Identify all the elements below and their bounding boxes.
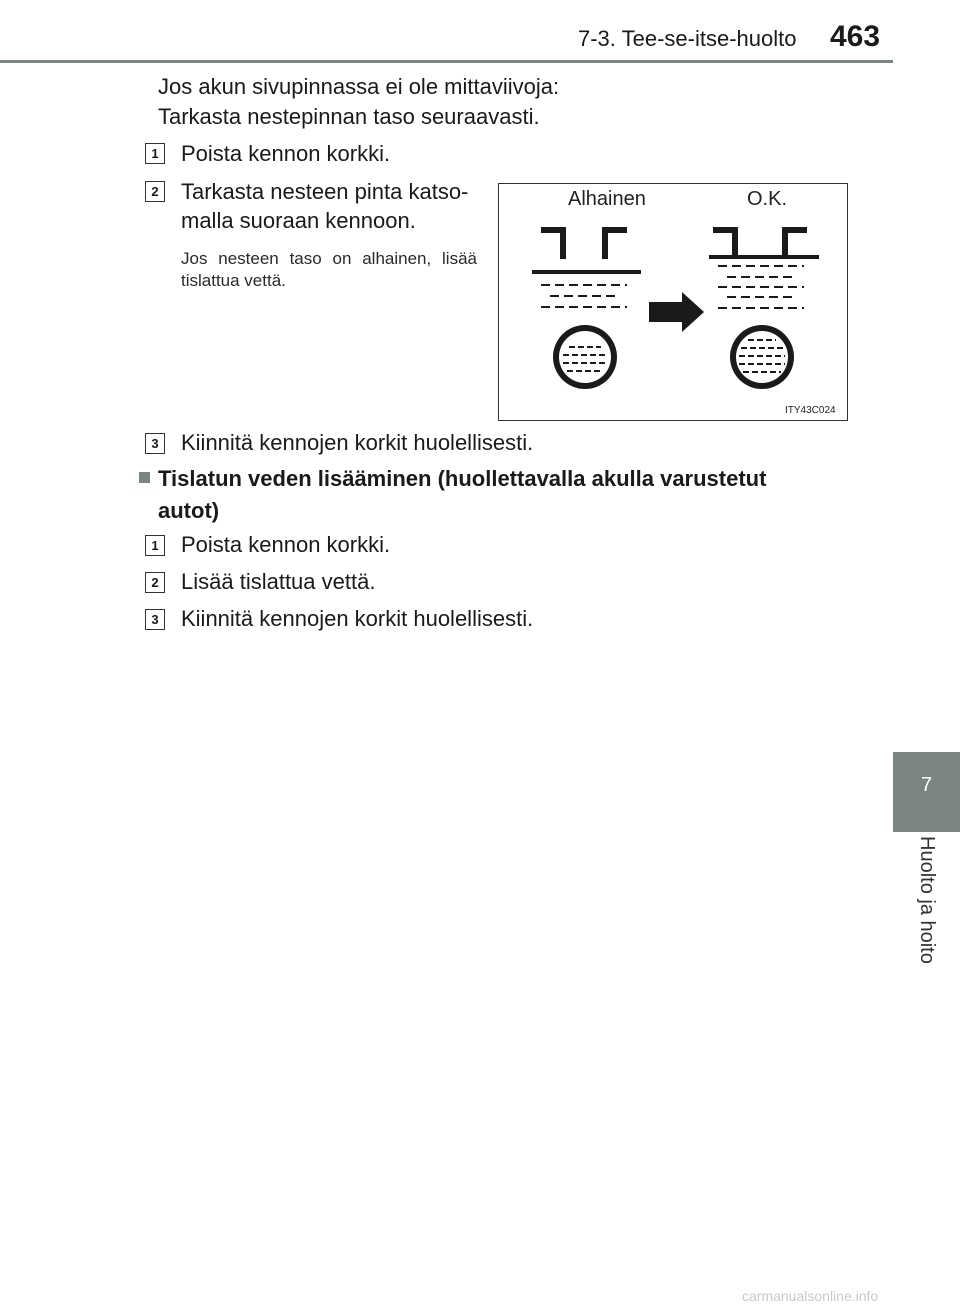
step-number-badge: 3 xyxy=(145,433,165,454)
figure-label-ok: O.K. xyxy=(747,188,788,210)
step-text: Poista kennon korkki. xyxy=(181,141,391,166)
step-number-badge: 1 xyxy=(145,143,165,164)
section-heading-line-2: autot) xyxy=(158,498,220,523)
step-number-badge: 1 xyxy=(145,535,165,556)
step-number-badge: 3 xyxy=(145,609,165,630)
figure-label-low: Alhainen xyxy=(568,188,646,210)
figure-code: ITY43C024 xyxy=(785,405,836,416)
intro-line-2: Tarkasta nestepinnan taso seuraavasti. xyxy=(158,104,540,129)
step-text: Lisää tislattua vettä. xyxy=(181,569,376,594)
step-text: Kiinnitä kennojen korkit huolellisesti. xyxy=(181,606,534,631)
watermark: carmanualsonline.info xyxy=(742,1288,879,1304)
level-diagram xyxy=(499,184,846,419)
ok-cell-walls xyxy=(713,230,807,259)
header-rule xyxy=(0,60,893,63)
step-text: malla suoraan kennoon. xyxy=(181,208,416,233)
step-number-badge: 2 xyxy=(145,181,165,202)
intro-line-1: Jos akun sivupinnassa ei ole mittaviivoja: xyxy=(158,74,560,99)
low-cell-walls xyxy=(541,230,627,259)
low-cell-view-icon xyxy=(553,325,617,389)
step-text: Kiinnitä kennojen korkit huolellisesti. xyxy=(181,430,534,455)
chapter-number: 7 xyxy=(920,774,933,796)
step-text: Tarkasta nesteen pinta katso- xyxy=(181,179,469,204)
ok-liquid-dashes xyxy=(718,266,804,308)
section-title: 7-3. Tee-se-itse-huolto xyxy=(578,26,797,51)
page-number: 463 xyxy=(830,20,881,53)
chapter-label xyxy=(893,832,960,987)
chapter-title: Huolto ja hoito xyxy=(916,836,938,964)
section-bullet xyxy=(139,472,150,483)
ok-cell-view-icon xyxy=(730,325,794,389)
step-note: Jos nesteen taso on alhainen, lisää tislattua vettä. xyxy=(181,249,477,290)
step-text: Poista kennon korkki. xyxy=(181,532,391,557)
electrolyte-level-figure xyxy=(498,183,848,421)
chapter-tab xyxy=(893,752,960,832)
step-number-badge: 2 xyxy=(145,572,165,593)
arrow-right-icon xyxy=(649,292,704,332)
section-heading-line-1: Tislatun veden lisääminen (huollettavalla akulla varustetut xyxy=(158,466,767,491)
low-liquid-dashes xyxy=(541,285,627,307)
